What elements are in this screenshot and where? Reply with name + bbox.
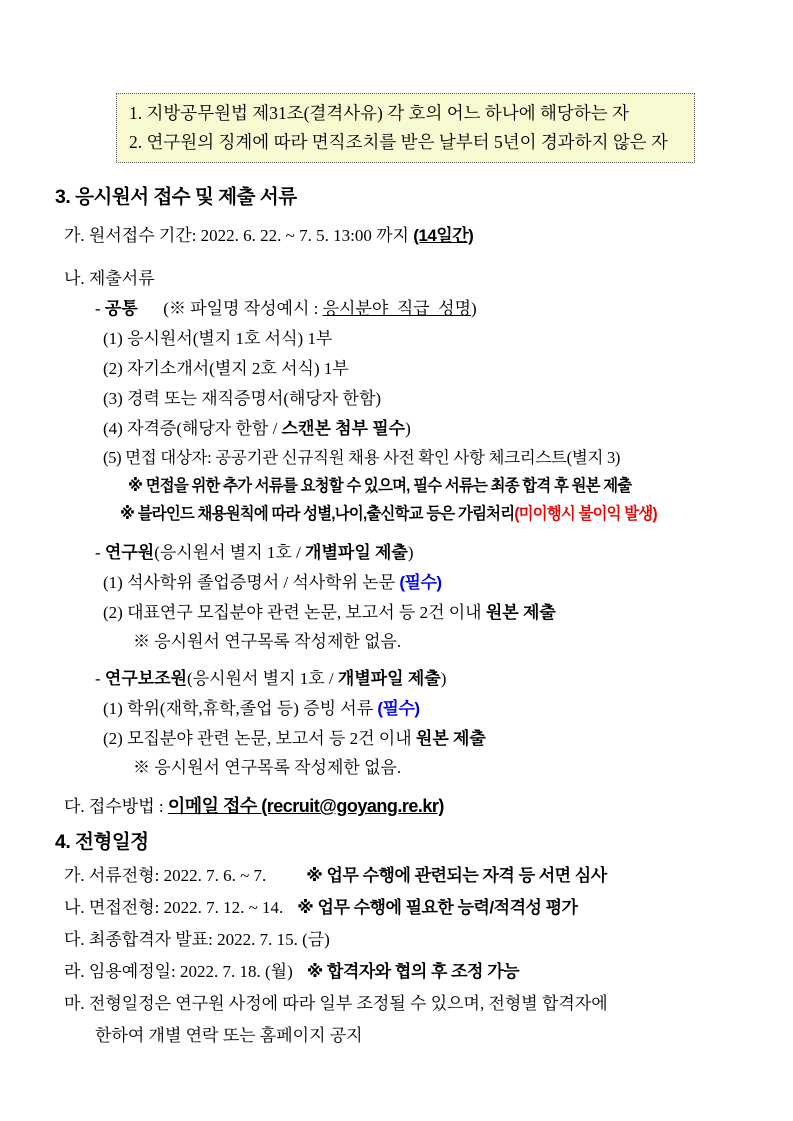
blind-hiring-note (120, 500, 793, 528)
assistant-item-1-text: (1) 학위(재학,휴학,졸업 등) 증빙 서류 (103, 699, 378, 718)
filename-example-prefix: (※ 파일명 작성예시 : (137, 299, 323, 318)
common-item-2: (2) 자기소개서(별지 2호 서식) 1부 (103, 359, 349, 378)
filename-example-close: ) (471, 299, 477, 318)
schedule-document-screening-date: 가. 서류전형: 2022. 7. 6. ~ 7. (64, 866, 267, 885)
application-period-text: 가. 원서접수 기간: 2022. 6. 22. ~ 7. 5. 13:00 까지 (64, 226, 414, 245)
blind-hiring-note-inner (120, 500, 657, 528)
schedule-interview-date: 나. 면접전형: 2022. 7. 12. ~ 14. (64, 898, 284, 917)
schedule-interview (64, 892, 793, 924)
assistant-item-2-text: (2) 모집분야 관련 논문, 보고서 등 2건 이내 (103, 729, 416, 748)
assistant-item-1 (103, 694, 793, 724)
common-item-4-text: (4) 자격증(해당자 한함 / (103, 419, 282, 438)
researcher-docs-header (95, 538, 793, 568)
scan-required-emphasis: 스캔본 첨부 필수 (281, 419, 406, 438)
assistant-note: ※ 응시원서 연구목록 작성제한 없음. (133, 758, 402, 777)
disqualification-notice-box (116, 93, 695, 163)
interview-docs-note-text: ※ 면접을 위한 추가 서류를 요청할 수 있으며, 필수 서류는 최종 합격 후 원본 제출 (128, 477, 632, 495)
notice-line-2: 2. 연구원의 징계에 따라 면직조치를 받은 날부터 5년이 경과하지 않은 자 (129, 132, 668, 152)
original-submit-emphasis: 원본 제출 (415, 729, 486, 748)
researcher-item-1 (103, 568, 793, 598)
common-item-3: (3) 경력 또는 재직증명서(해당자 한함) (103, 389, 382, 408)
schedule-document-screening (64, 860, 793, 892)
researcher-item-2 (103, 598, 793, 628)
dash-marker: - (95, 299, 105, 318)
original-submit-emphasis: 원본 제출 (485, 603, 556, 622)
schedule-final-announcement: 다. 최종합격자 발표: 2022. 7. 15. (금) (64, 930, 330, 949)
assistant-docs-header (95, 664, 793, 694)
schedule-appointment-note: ※ 합격자와 협의 후 조정 가능 (306, 962, 520, 981)
common-docs-header (95, 294, 793, 324)
schedule-change-notice-line2: 한하여 개별 연락 또는 홈페이지 공지 (95, 1026, 363, 1045)
researcher-item-1-text: (1) 석사학위 졸업증명서 / 석사학위 논문 (103, 573, 400, 592)
blind-hiring-warning: (미이행시 불이익 발생) (514, 505, 657, 523)
researcher-close: ) (407, 543, 414, 562)
required-badge: (필수) (399, 573, 442, 592)
submission-docs-label: 나. 제출서류 (64, 269, 155, 288)
common-item-4-close: ) (405, 419, 411, 438)
individual-file-emphasis: 개별파일 제출 (337, 669, 441, 688)
schedule-document-screening-note: ※ 업무 수행에 관련되는 자격 등 서면 심사 (306, 866, 607, 885)
common-item-5: (5) 면접 대상자: 공공기관 신규직원 채용 사전 확인 사항 체크리스트(별지 3) (103, 448, 621, 467)
common-item-4 (103, 414, 793, 444)
assistant-close: ) (440, 669, 447, 688)
submission-method-label: 다. 접수방법 : (64, 797, 168, 816)
section3-title: 3. 응시원서 접수 및 제출 서류 (55, 186, 297, 208)
schedule-change-notice-line1: 마. 전형일정은 연구원 사정에 따라 일부 조정될 수 있으며, 전형별 합격자에 (64, 994, 608, 1013)
submission-method-line (64, 790, 793, 822)
application-period-duration: (14일간) (413, 226, 474, 245)
schedule-appointment-date: 라. 임용예정일: 2022. 7. 18. (월) (64, 962, 293, 981)
notice-line-1: 1. 지방공무원법 제31조(결격사유) 각 호의 어느 하나에 해당하는 자 (129, 103, 629, 123)
application-period-line (64, 221, 793, 251)
filename-example: 응시분야_직급_성명 (322, 299, 472, 318)
researcher-note: ※ 응시원서 연구목록 작성제한 없음. (133, 632, 402, 651)
assistant-item-2 (103, 724, 793, 754)
schedule-appointment (64, 956, 793, 988)
dash-marker: - (95, 669, 105, 688)
researcher-mid: (응시원서 별지 1호 / (154, 543, 306, 562)
dash-marker: - (95, 543, 105, 562)
schedule-interview-note: ※ 업무 수행에 필요한 능력/적격성 평가 (297, 898, 578, 917)
common-item-1: (1) 응시원서(별지 1호 서식) 1부 (103, 329, 333, 348)
individual-file-emphasis: 개별파일 제출 (305, 543, 408, 562)
assistant-mid: (응시원서 별지 1호 / (187, 669, 338, 688)
required-badge: (필수) (377, 699, 420, 718)
researcher-title: 연구원 (104, 543, 155, 562)
section4-title: 4. 전형일정 (55, 831, 149, 853)
common-docs-title: 공통 (104, 299, 138, 318)
interview-docs-note (128, 472, 793, 500)
email-submission-link: 이메일 접수 (recruit@goyang.re.kr) (167, 796, 444, 816)
assistant-title: 연구보조원 (104, 669, 188, 688)
researcher-item-2-text: (2) 대표연구 모집분야 관련 논문, 보고서 등 2건 이내 (103, 603, 486, 622)
blind-hiring-note-text: ※ 블라인드 채용원칙에 따라 성별,나이,출신학교 등은 가림처리 (120, 505, 515, 523)
